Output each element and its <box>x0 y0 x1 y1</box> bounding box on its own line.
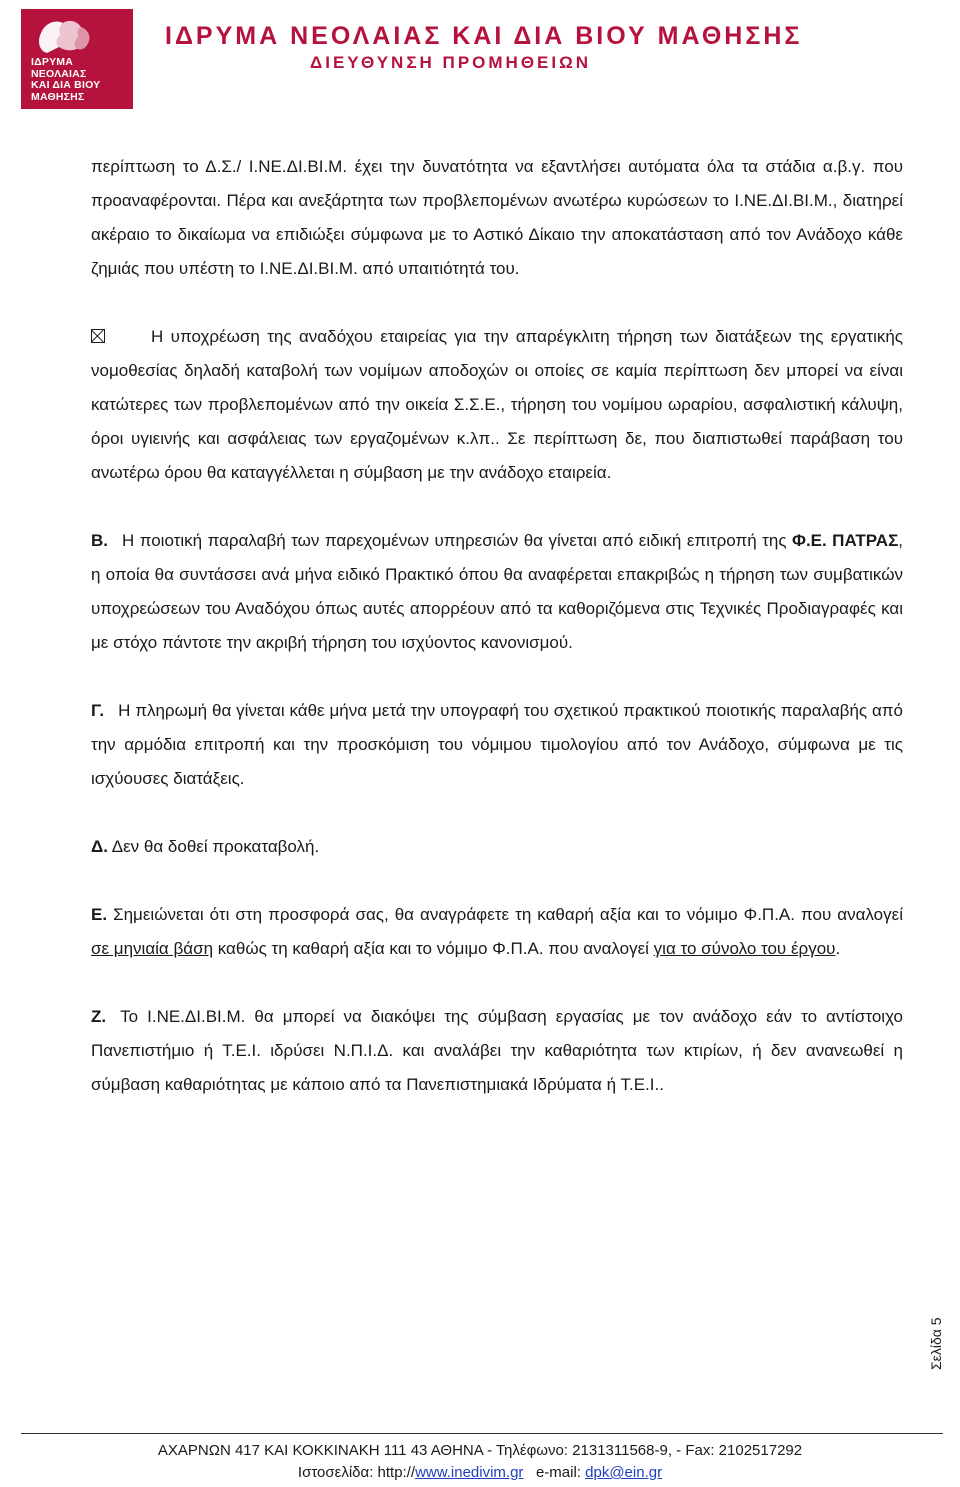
profile-heads-icon <box>33 17 95 57</box>
institution-logo <box>21 9 133 109</box>
labour-obligation-text: Η υποχρέωση της αναδόχου εταιρείας για την απαρέγκλιτη τήρηση των διατάξεων της εργατικής νομοθεσίας δηλαδή καταβολή των νομίμων αποδοχών οι οποίες σε καμία περίπτωση δεν μπορεί να είναι κατώτερες των προβλεπομένων από την οικεία Σ.Σ.Ε., τήρηση του νομίμου ωραρίου, ασφαλιστική κάλυψη, όροι υγιεινής και ασφάλειας των εργαζομένων κ.λπ.. Σε περίπτωση δε, που διαπιστωθεί παράβαση του ανωτέρω όρου θα καταγγέλλεται η σύμβαση με την ανάδοχο εταιρεία. <box>91 327 903 482</box>
section-label-b: Β. <box>91 531 108 550</box>
page-number: Σελίδα 5 <box>928 1317 944 1370</box>
organization-name: ΙΔΡΥΜΑ ΝΕΟΛΑΙΑΣ ΚΑΙ ΔΙΑ ΒΙΟΥ ΜΑΘΗΣΗΣ <box>165 22 803 50</box>
section-z-text: Το Ι.ΝΕ.ΔΙ.ΒΙ.Μ. θα μπορεί να διακόψει της σύμβαση εργασίας με τον ανάδοχο εάν το αντίστοιχο Πανεπιστήμιο ή Τ.Ε.Ι. ιδρύσει Ν.Π.Ι.Δ. και αναλάβει την καθαριότητα των κτιρίων, ή δεν ανανεωθεί η σύμβαση καθαριότητας με κάποιο από τα Πανεπιστημιακά Ιδρύματα ή Τ.Ε.Ι.. <box>91 1007 903 1094</box>
email-link[interactable]: dpk@ein.gr <box>585 1464 663 1481</box>
footer-divider <box>21 1433 943 1434</box>
footer-contact <box>0 1464 960 1482</box>
paragraph-z <box>91 1000 903 1102</box>
checkbox-icon <box>91 329 105 343</box>
paragraph-penalties: περίπτωση το Δ.Σ./ Ι.ΝΕ.ΔΙ.ΒΙ.Μ. έχει την δυνατότητα να εξαντλήσει αυτόματα όλα τα στάδια α.β.γ. που προαναφέρονται. Πέρα και ανεξάρτητα των προβλεπομένων ανωτέρω κυρώσεων το Ι.ΝΕ.ΔΙ.ΒΙ.Μ., διατηρεί ακέραιο το δικαίωμα να επιδιώξει σύμφωνα με το Αστικό Δίκαιο την αποκατάσταση από τον Ανάδοχο κάθε ζημιάς που υπέστη το Ι.ΝΕ.ΔΙ.ΒΙ.Μ. από υπαιτιότητά του. <box>91 157 903 278</box>
section-b-text-2: , η οποία θα συντάσσει ανά μήνα ειδικό Πρακτικό όπου θα αναφέρεται επακριβώς η τήρηση των συμβατικών υποχρεώσεων του Αναδόχου όπως αυτές απορρέουν από τα καθοριζόμενα στις Τεχνικές Προδιαγραφές και με στόχο πάντοτε την ακριβή τήρηση του ισχύοντος κανονισμού. <box>91 531 904 652</box>
section-b-text-1: Η ποιοτική παραλαβή των παρεχομένων υπηρεσιών θα γίνεται από ειδική επιτροπή της <box>122 531 792 550</box>
section-b-bold: Φ.Ε. ΠΑΤΡΑΣ <box>791 531 899 550</box>
department-name: ΔΙΕΥΘΥΝΣΗ ΠΡΟΜΗΘΕΙΩΝ <box>310 53 592 72</box>
document-body <box>91 150 903 1102</box>
section-d-text: Δεν θα δοθεί προκαταβολή. <box>111 837 320 856</box>
monthly-basis-underlined: σε μηνιαία βάση <box>91 939 214 958</box>
section-g-text: Η πληρωμή θα γίνεται κάθε μήνα μετά την υπογραφή του σχετικού πρακτικού ποιοτικής παραλαβής από την αρμόδια επιτροπή και την προσκόμιση του νόμιμου τιμολογίου από τον Ανάδοχο, σύμφωνα με τις ισχύουσες διατάξεις. <box>91 701 903 788</box>
section-label-g: Γ. <box>91 701 105 720</box>
paragraph-labour-obligation <box>91 320 903 490</box>
paragraph-b <box>91 524 903 660</box>
paragraph-g <box>91 694 903 796</box>
section-e-text-3: . <box>835 939 841 958</box>
email-label: e-mail: <box>535 1464 581 1481</box>
paragraph-d <box>91 830 903 864</box>
section-label-d: Δ. <box>91 837 108 856</box>
section-e-text-2: καθώς τη καθαρή αξία και το νόμιμο Φ.Π.Α. που αναλογεί <box>213 939 654 958</box>
logo-text: ΙΔΡΥΜΑ ΝΕΟΛΑΙΑΣ ΚΑΙ ΔΙΑ ΒΙΟΥ ΜΑΘΗΣΗΣ <box>31 56 101 103</box>
paragraph-e <box>91 898 903 966</box>
section-e-text-1: Σημειώνεται ότι στη προσφορά σας, θα αναγράφετε τη καθαρή αξία και το νόμιμο Φ.Π.Α. που αναλογεί <box>113 905 903 924</box>
section-label-e: Ε. <box>91 905 108 924</box>
website-link[interactable]: www.inedivim.gr <box>415 1464 524 1481</box>
website-label: Ιστοσελίδα: http:// <box>297 1464 416 1481</box>
total-project-underlined: για το σύνολο του έργου <box>653 939 836 958</box>
footer-address: ΑΧΑΡΝΩΝ 417 ΚΑΙ ΚΟΚΚΙΝΑΚΗ 111 43 ΑΘΗΝΑ - Τηλέφωνο: 2131311568-9, - Fax: 2102517292 <box>157 1442 803 1459</box>
section-label-z: Ζ. <box>91 1007 107 1026</box>
